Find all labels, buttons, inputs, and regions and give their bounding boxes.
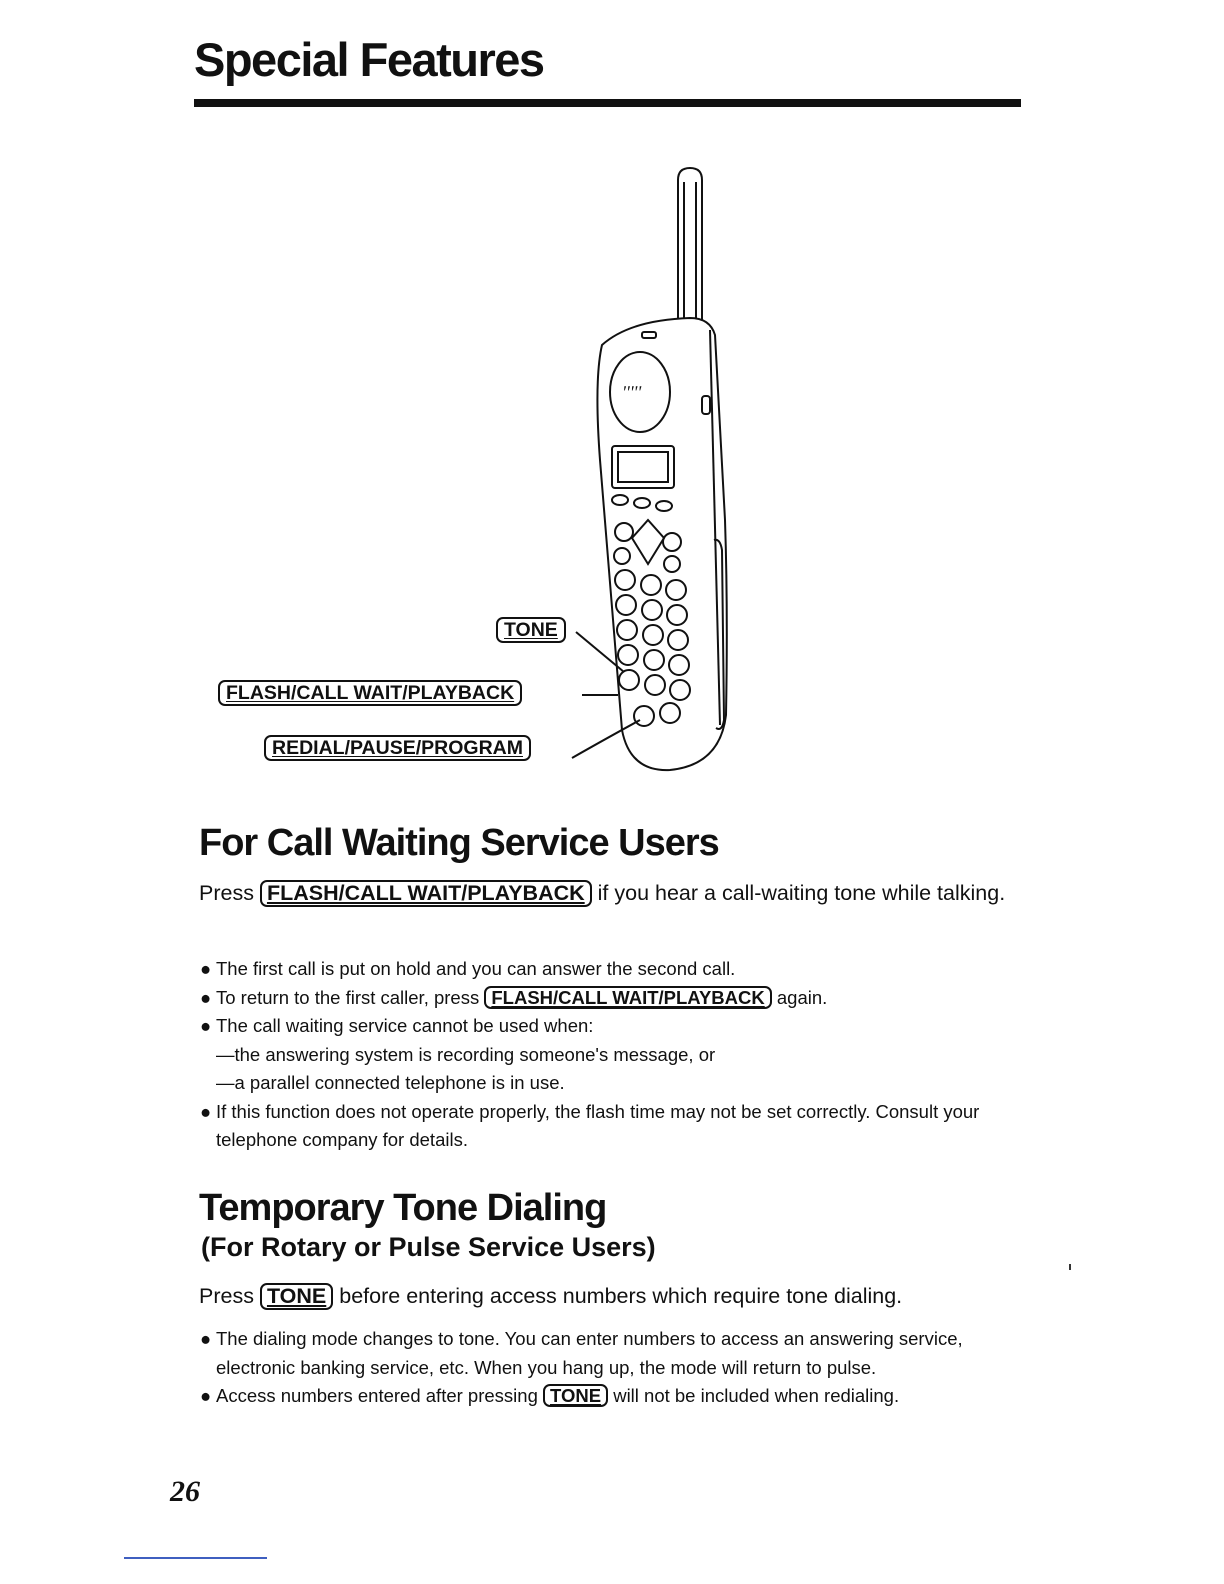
footer-rule — [124, 1557, 267, 1559]
note-text-after: again. — [771, 986, 828, 1008]
title-rule — [194, 99, 1021, 107]
redial-key-label: REDIAL/PAUSE/PROGRAM — [264, 735, 531, 761]
intro-text-after: before entering access numbers which require tone dialing. — [333, 1284, 903, 1308]
dash-item: —a parallel connected telephone is in use. — [216, 1072, 565, 1093]
bullet-icon: ● — [200, 1328, 212, 1349]
bullet-icon: ● — [200, 986, 212, 1008]
tone-key-inline: TONE — [260, 1283, 333, 1310]
flash-key-inline: FLASH/CALL WAIT/PLAYBACK — [260, 880, 592, 907]
tone-key-label: TONE — [496, 617, 566, 643]
flash-key-label: FLASH/CALL WAIT/PLAYBACK — [218, 680, 522, 706]
dash-item: —the answering system is recording someone's message, or — [216, 1043, 716, 1065]
flash-callout — [218, 680, 522, 706]
bullet-icon: ● — [200, 958, 212, 979]
list-item — [200, 1325, 1030, 1382]
note-text: The first call is put on hold and you can answer the second call. — [216, 958, 736, 979]
tone-dialing-intro — [199, 1280, 1029, 1312]
call-waiting-notes — [200, 955, 1030, 1155]
tone-callout — [496, 617, 566, 643]
bullet-icon: ● — [200, 1015, 212, 1036]
redial-callout — [264, 735, 531, 761]
scan-mark — [1069, 1264, 1071, 1270]
note-text: Access numbers entered after pressing — [216, 1385, 543, 1406]
list-item — [200, 1098, 1030, 1155]
note-text-after: will not be included when redialing. — [608, 1385, 900, 1406]
flash-key-inline: FLASH/CALL WAIT/PLAYBACK — [484, 986, 771, 1009]
bullet-icon: ● — [200, 1100, 212, 1122]
note-text: The call waiting service cannot be used when: — [216, 1015, 594, 1036]
tone-key-inline: TONE — [543, 1384, 608, 1407]
note-text: If this function does not operate properly, the flash time may not be set correctly. Consult your telephone company for details. — [216, 1100, 980, 1150]
list-item — [200, 1382, 1030, 1411]
tone-dialing-heading: Temporary Tone Dialing — [199, 1187, 607, 1229]
note-text: To return to the first caller, press — [216, 986, 485, 1008]
tone-dialing-subheading: (For Rotary or Pulse Service Users) — [201, 1232, 656, 1262]
tone-dialing-notes — [200, 1325, 1030, 1411]
intro-text-after: if you hear a call-waiting tone while talking. — [591, 881, 1006, 905]
bullet-icon: ● — [200, 1385, 212, 1406]
call-waiting-intro — [199, 877, 1029, 909]
call-waiting-heading: For Call Waiting Service Users — [199, 822, 719, 864]
list-item — [200, 984, 1030, 1013]
list-item — [200, 1012, 1030, 1098]
intro-text: Press — [199, 1284, 260, 1308]
note-text: The dialing mode changes to tone. You can enter numbers to access an answering service, electronic banking service, etc. When you hang up, the mode will return to pulse. — [216, 1328, 963, 1378]
page-number: 26 — [170, 1475, 200, 1508]
list-item — [200, 955, 1030, 984]
svg-text:ʹʹʹʹʹ: ʹʹʹʹʹ — [622, 382, 642, 402]
intro-text: Press — [199, 881, 260, 905]
page-title: Special Features — [194, 33, 544, 86]
cordless-handset-illustration — [560, 160, 750, 775]
